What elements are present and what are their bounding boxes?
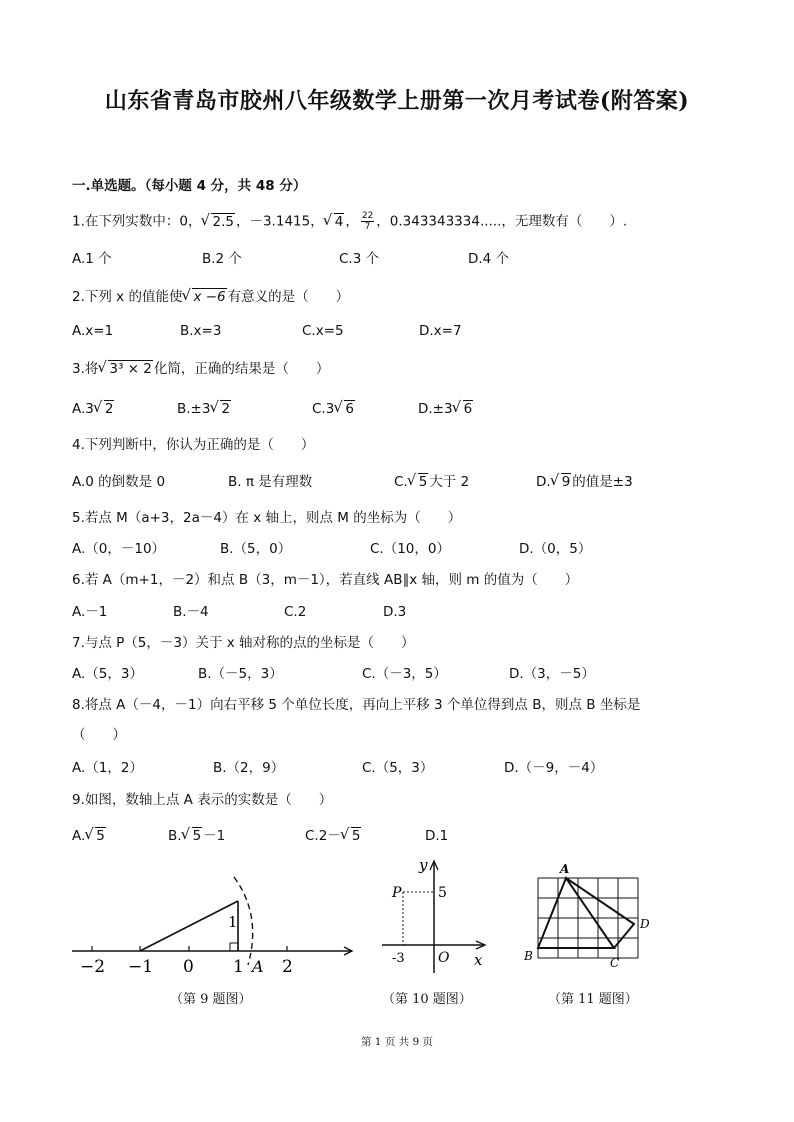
page-title: 山东省青岛市胶州八年级数学上册第一次月考试卷(附答案) [104,88,690,114]
q9-opt-a-pre: A. [72,828,86,844]
q4-opt-c-post: 大于 2 [429,474,470,490]
point-p-label: P [392,885,402,901]
q3-option-c [312,399,356,419]
right-angle-mark [230,943,238,951]
q2-option-b: B.x=3 [180,323,222,339]
q4-option-a: A.0 的倒数是 0 [72,474,166,490]
q4-opt-d-pre: D. [536,474,551,490]
q9-option-b [168,826,225,846]
sqrt-symbol [453,399,474,419]
q3-stem-a: 3.将 [72,361,99,377]
q1-stem-a: 1.在下列实数中：0， [72,213,202,230]
q2-option-c: C.x=5 [302,323,344,339]
q9-opt-b-rad: 5 [192,828,202,844]
q3-opt-a-pre: A.3 [72,401,94,417]
q3-opt-c-rad: 6 [345,401,354,417]
q4-opt-d-post: 的值是±3 [572,474,633,490]
section-heading: 一.单选题。（每小题 4 分，共 48 分） [72,178,307,194]
q1-option-c: C.3 个 [339,251,380,267]
question-6: 6.若 A（m+1，－2）和点 B（3，m－1），若直线 AB∥x 轴，则 m 的值为（ ） [72,572,579,588]
q3-radicand: 3³ × 2 [109,361,152,377]
page-footer: 第 1 页 共 9 页 [360,1036,434,1048]
point-a-label: A [560,862,570,876]
q7-option-d: D.（3，－5） [509,666,595,682]
question-8-blank: （ ） [72,727,126,743]
q2-option-d: D.x=7 [419,323,462,339]
q5-option-a: A.（0，－10） [72,541,166,557]
q1-frac-den: 7 [364,222,371,232]
q4-opt-d-rad: 9 [561,474,571,490]
q3-stem-b: 化简，正确的结果是（ ） [153,361,330,377]
q2-option-a: A.x=1 [72,323,114,339]
origin-label: O [438,950,450,966]
y-axis-label: y [419,856,428,874]
q9-opt-c-rad: 5 [351,828,361,844]
q6-option-c: C.2 [284,604,307,620]
q4-option-b: B. π 是有理数 [228,474,313,490]
q4-option-d [536,472,633,492]
sqrt-symbol [182,826,203,846]
q1-option-d: D.4 个 [468,251,510,267]
figure-11-grid-diagram [520,858,660,978]
q9-opt-b-post: －1 [203,828,226,844]
y-value-label: 5 [438,885,447,901]
hypotenuse-line [140,901,238,951]
q9-option-d: D.1 [425,828,449,844]
q9-option-c [305,826,362,846]
height-label: 1 [228,913,238,931]
tick-label: −2 [80,957,106,977]
q1-frac-num: 22 [361,211,374,221]
q3-opt-d-rad: 6 [463,401,473,417]
q1-stem-c: ， [345,213,359,230]
q3-option-d [418,399,474,419]
q8-option-c: C.（5，3） [362,760,434,776]
sqrt-symbol [85,826,106,846]
q7-option-b: B.（－5，3） [198,666,283,682]
q5-option-b: B.（5，0） [220,541,292,557]
x-axis-label: x [474,951,483,969]
q4-opt-c-pre: C. [394,474,408,490]
q7-option-c: C.（－3，5） [362,666,447,682]
q1-stem-d: ，0.343343334.....，无理数有（ ）. [376,213,628,230]
q6-option-a: A.－1 [72,604,108,620]
tick-label: −1 [128,957,154,977]
q9-opt-a-rad: 5 [96,828,105,844]
sqrt-symbol [551,472,572,492]
q1-radicand-2: 4 [334,213,344,230]
q8-option-d: D.（－9，－4） [504,760,604,776]
q4-opt-c-rad: 5 [418,474,428,490]
tick-label: 2 [282,957,293,977]
q3-option-b [177,399,232,419]
q1-option-a: A.1 个 [72,251,112,267]
q3-opt-b-pre: B.±3 [177,401,211,417]
figure-10-coordinate-plane [372,855,492,980]
q3-opt-c-pre: C.3 [312,401,335,417]
q4-option-c [394,472,469,492]
point-d-label: D [640,917,650,931]
q2-radicand: x −6 [193,289,226,305]
q5-option-d: D.（0，5） [519,541,592,557]
figure-9-number-line [70,855,360,985]
sqrt-symbol [324,212,345,232]
sqrt-symbol [98,359,152,379]
question-5: 5.若点 M（a+3，2a－4）在 x 轴上，则点 M 的坐标为（ ） [72,510,462,526]
q1-fraction [361,211,374,232]
point-a-label: A [252,957,264,976]
q7-option-a: A.（5，3） [72,666,143,682]
q3-opt-d-pre: D.±3 [418,401,453,417]
question-1 [72,211,627,232]
question-8: 8.将点 A（－4，－1）向右平移 5 个单位长度，再向上平移 3 个单位得到点 B，则点 B 坐标是 [72,697,641,713]
question-2 [72,287,349,307]
tick-label: 0 [183,957,194,977]
q3-opt-a-rad: 2 [104,401,114,417]
q9-opt-b-pre: B. [168,828,182,844]
q9-option-a [72,826,107,846]
question-4: 4.下列判断中，你认为正确的是（ ） [72,437,315,453]
point-b-label: B [524,949,533,963]
grid-lines [538,878,638,958]
question-3 [72,359,329,379]
q1-radicand-1: 2.5 [212,213,234,230]
tick-label: 1 [233,957,244,977]
q6-option-b: B.－4 [173,604,209,620]
sqrt-symbol [408,472,429,492]
sqrt-symbol [182,287,226,307]
sqrt-symbol [334,399,355,419]
q2-stem-a: 2.下列 x 的值能使 [72,289,183,305]
point-c-label: C [610,956,620,970]
question-7: 7.与点 P（5，－3）关于 x 轴对称的点的坐标是（ ） [72,635,415,651]
question-9: 9.如图，数轴上点 A 表示的实数是（ ） [72,792,333,808]
q6-option-d: D.3 [383,604,407,620]
q2-stem-b: 有意义的是（ ） [227,289,350,305]
q3-opt-b-rad: 2 [221,401,231,417]
sqrt-symbol [94,399,115,419]
figure-10-caption: （第 10 题图） [382,992,472,1007]
q8-option-b: B.（2，9） [213,760,285,776]
q1-option-b: B.2 个 [202,251,242,267]
sqrt-symbol [341,826,362,846]
figure-9-caption: （第 9 题图） [170,992,252,1007]
q9-opt-c-pre: C.2－ [305,828,341,844]
q1-stem-b: ，－3.1415， [235,213,324,230]
figure-11-caption: （第 11 题图） [548,992,638,1007]
x-value-label: -3 [392,951,405,966]
sqrt-symbol [201,212,234,232]
sqrt-symbol [210,399,231,419]
q5-option-c: C.（10，0） [370,541,450,557]
q3-option-a [72,399,115,419]
q8-option-a: A.（1，2） [72,760,143,776]
